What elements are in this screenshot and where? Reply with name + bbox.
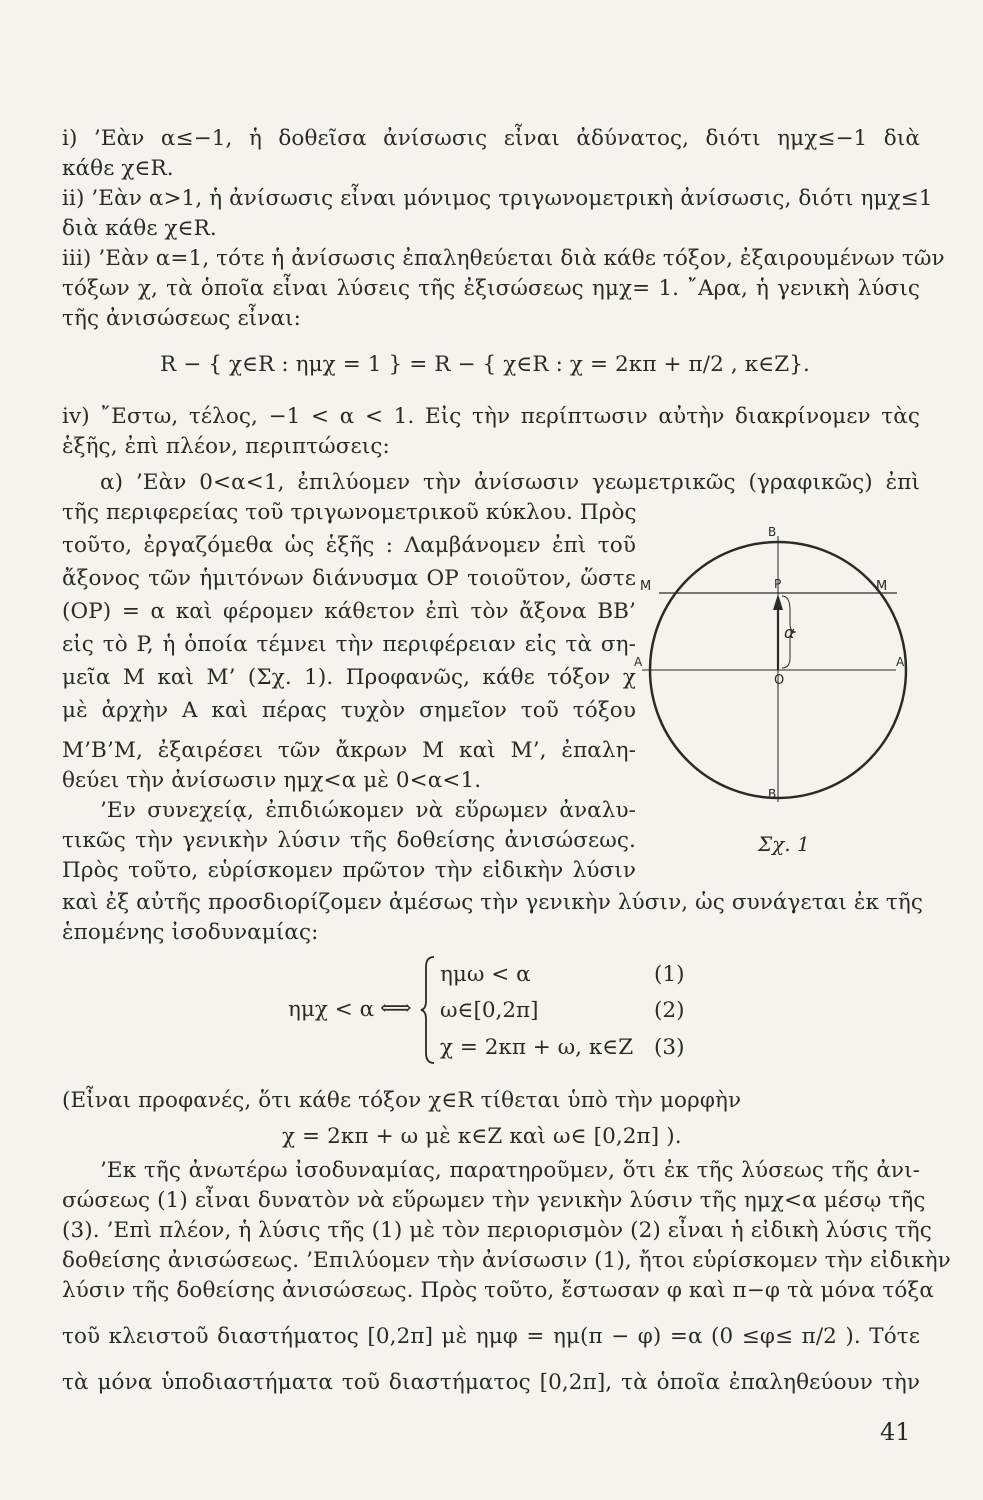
page-number: 41: [880, 1418, 911, 1446]
text-line-32: λύσιν τῆς δοθείσης ἀνισώσεως. Πρὸς τοῦτο, ἔστωσαν φ καὶ π−φ τὰ μόνα τόξα: [62, 1278, 934, 1303]
label-M-left: M: [640, 579, 652, 594]
text-line-20: θεύει τὴν ἀνίσωσιν ημχ<α μὲ 0<α<1.: [62, 768, 482, 793]
text-line-1: i) ’Εὰν α≤−1, ἡ δοθεῖσα ἀνίσωσις εἶναι ἀδύνατος, διότι ημχ≤−1 διὰ: [62, 126, 920, 151]
text-line-3: ii) ’Εὰν α>1, ἡ ἀνίσωσις εἶναι μόνιμος τριγωνομετρικὴ ἀνίσωσις, διότι ημχ≤1: [62, 186, 933, 211]
text-line-26: (Εἶναι προφανές, ὅτι κάθε τόξον χ∈R τίθεται ὑπὸ τὴν μορφὴν: [62, 1088, 742, 1113]
text-line-10: ἑξῆς, ἐπὶ πλέον, περιπτώσεις:: [62, 434, 390, 459]
text-line-2: κάθε χ∈R.: [62, 156, 174, 181]
text-line-11: α) ’Εὰν 0<α<1, ἐπιλύομεν τὴν ἀνίσωσιν γεωμετρικῶς (γραφικῶς) ἐπὶ: [100, 470, 920, 495]
unit-circle-figure: [628, 520, 918, 810]
text-line-4: διὰ κάθε χ∈R.: [62, 216, 217, 241]
system-num-1: (1): [654, 962, 685, 987]
text-line-7: τῆς ἀνισώσεως εἶναι:: [62, 306, 301, 331]
vector-arrowhead: [773, 594, 783, 610]
system-expr-1: ημω < α: [440, 962, 531, 987]
text-line-13: τοῦτο, ἐργαζόμεθα ὡς ἑξῆς : Λαμβάνομεν ἐπὶ τοῦ: [62, 533, 636, 558]
system-expr-2: ω∈[0,2π]: [440, 998, 539, 1023]
text-line-27: χ = 2κπ + ω μὲ κ∈Z καὶ ω∈ [0,2π] ).: [282, 1124, 682, 1149]
system-num-2: (2): [654, 998, 685, 1023]
text-line-17: μεῖα M καὶ M’ (Σχ. 1). Προφανῶς, κάθε τόξον χ: [62, 665, 636, 690]
text-line-28: ’Εκ τῆς ἀνωτέρω ἰσοδυναμίας, παρατηροῦμεν, ὅτι ἐκ τῆς λύσεως τῆς ἀνι-: [100, 1158, 920, 1183]
text-line-29: σώσεως (1) εἶναι δυνατὸν νὰ εὕρωμεν τὴν γενικὴν λύσιν τῆς ημχ<α μέσῳ τῆς: [62, 1188, 926, 1213]
text-line-24: καὶ ἐξ αὐτῆς προσδιορίζομεν ἀμέσως τὴν γενικὴν λύσιν, ὡς συνάγεται ἐκ τῆς: [62, 890, 924, 915]
label-O: O: [774, 673, 785, 688]
label-B-bottom: B: [768, 787, 777, 801]
label-alpha: α: [784, 623, 795, 642]
system-expr-3: χ = 2κπ + ω, κ∈Z: [440, 1035, 634, 1060]
text-line-16: εἰς τὸ P, ἡ ὁποία τέμνει τὴν περιφέρειαν εἰς τὰ ση-: [62, 632, 636, 657]
label-M-right: M: [876, 579, 888, 594]
display-equation-set: R − { χ∈R : ημχ = 1 } = R − { χ∈R : χ = 2κπ + π/2 , κ∈Z}.: [160, 352, 810, 377]
label-A-left: A: [634, 655, 643, 669]
text-line-21: ’Εν συνεχείᾳ, ἐπιδιώκομεν νὰ εὕρωμεν ἀναλυ-: [100, 798, 636, 823]
system-lhs: ημχ < α: [288, 997, 375, 1022]
label-B-top: B: [768, 525, 777, 539]
text-line-6: τόξων χ, τὰ ὁποῖα εἶναι λύσεις τῆς ἐξισώσεως ημχ= 1. ῎Αρα, ἡ γενικὴ λύσις: [62, 276, 920, 301]
equivalence-arrow: ⟺: [380, 996, 412, 1021]
text-line-12: τῆς περιφερείας τοῦ τριγωνομετρικοῦ κύκλου. Πρὸς: [62, 500, 637, 525]
text-line-23: Πρὸς τοῦτο, εὑρίσκομεν πρῶτον τὴν εἰδικὴν λύσιν: [62, 858, 636, 883]
text-line-14: ἄξονος τῶν ἡμιτόνων διάνυσμα OP τοιοῦτον, ὥστε: [62, 566, 636, 591]
text-line-18: μὲ ἀρχὴν A καὶ πέρας τυχὸν σημεῖον τοῦ τόξου: [62, 698, 636, 723]
text-line-22: τικῶς τὴν γενικὴν λύσιν τῆς δοθείσης ἀνισώσεως.: [62, 828, 636, 853]
text-line-19: M’B’M, ἐξαιρέσει τῶν ἄκρων M καὶ M’, ἐπαλη-: [62, 738, 636, 763]
text-line-5: iii) ’Εὰν α=1, τότε ἡ ἀνίσωσις ἐπαληθεύεται διὰ κάθε τόξον, ἐξαιρουμένων τῶν: [62, 246, 945, 271]
label-P: P: [774, 577, 782, 591]
text-line-15: (OP) = α καὶ φέρομεν κάθετον ἐπὶ τὸν ἄξονα BB’: [62, 599, 636, 624]
text-line-31: δοθείσης ἀνισώσεως. ’Επιλύομεν τὴν ἀνίσωσιν (1), ἤτοι εὑρίσκομεν τὴν εἰδικὴν: [62, 1248, 951, 1273]
text-line-33: τοῦ κλειστοῦ διαστήματος [0,2π] μὲ ημφ = ημ(π − φ) =α (0 ≤φ≤ π/2 ). Τότε: [62, 1324, 920, 1349]
system-brace: [420, 955, 436, 1065]
label-A-right: A: [896, 655, 905, 669]
text-line-30: (3). ’Επὶ πλέον, ἡ λύσις τῆς (1) μὲ τὸν περιορισμὸν (2) εἶναι ἡ εἰδικὴ λύσις τῆς: [62, 1218, 932, 1243]
text-line-34: τὰ μόνα ὑποδιαστήματα τοῦ διαστήματος [0,2π], τὰ ὁποῖα ἐπαληθεύουν τὴν: [62, 1370, 920, 1395]
text-line-9: iv) ῎Εστω, τέλος, −1 < α < 1. Εἰς τὴν περίπτωσιν αὐτὴν διακρίνομεν τὰς: [62, 404, 920, 429]
text-line-25: ἑπομένης ἰσοδυναμίας:: [62, 920, 319, 945]
system-num-3: (3): [654, 1035, 685, 1060]
figure-caption: Σχ. 1: [758, 832, 810, 856]
